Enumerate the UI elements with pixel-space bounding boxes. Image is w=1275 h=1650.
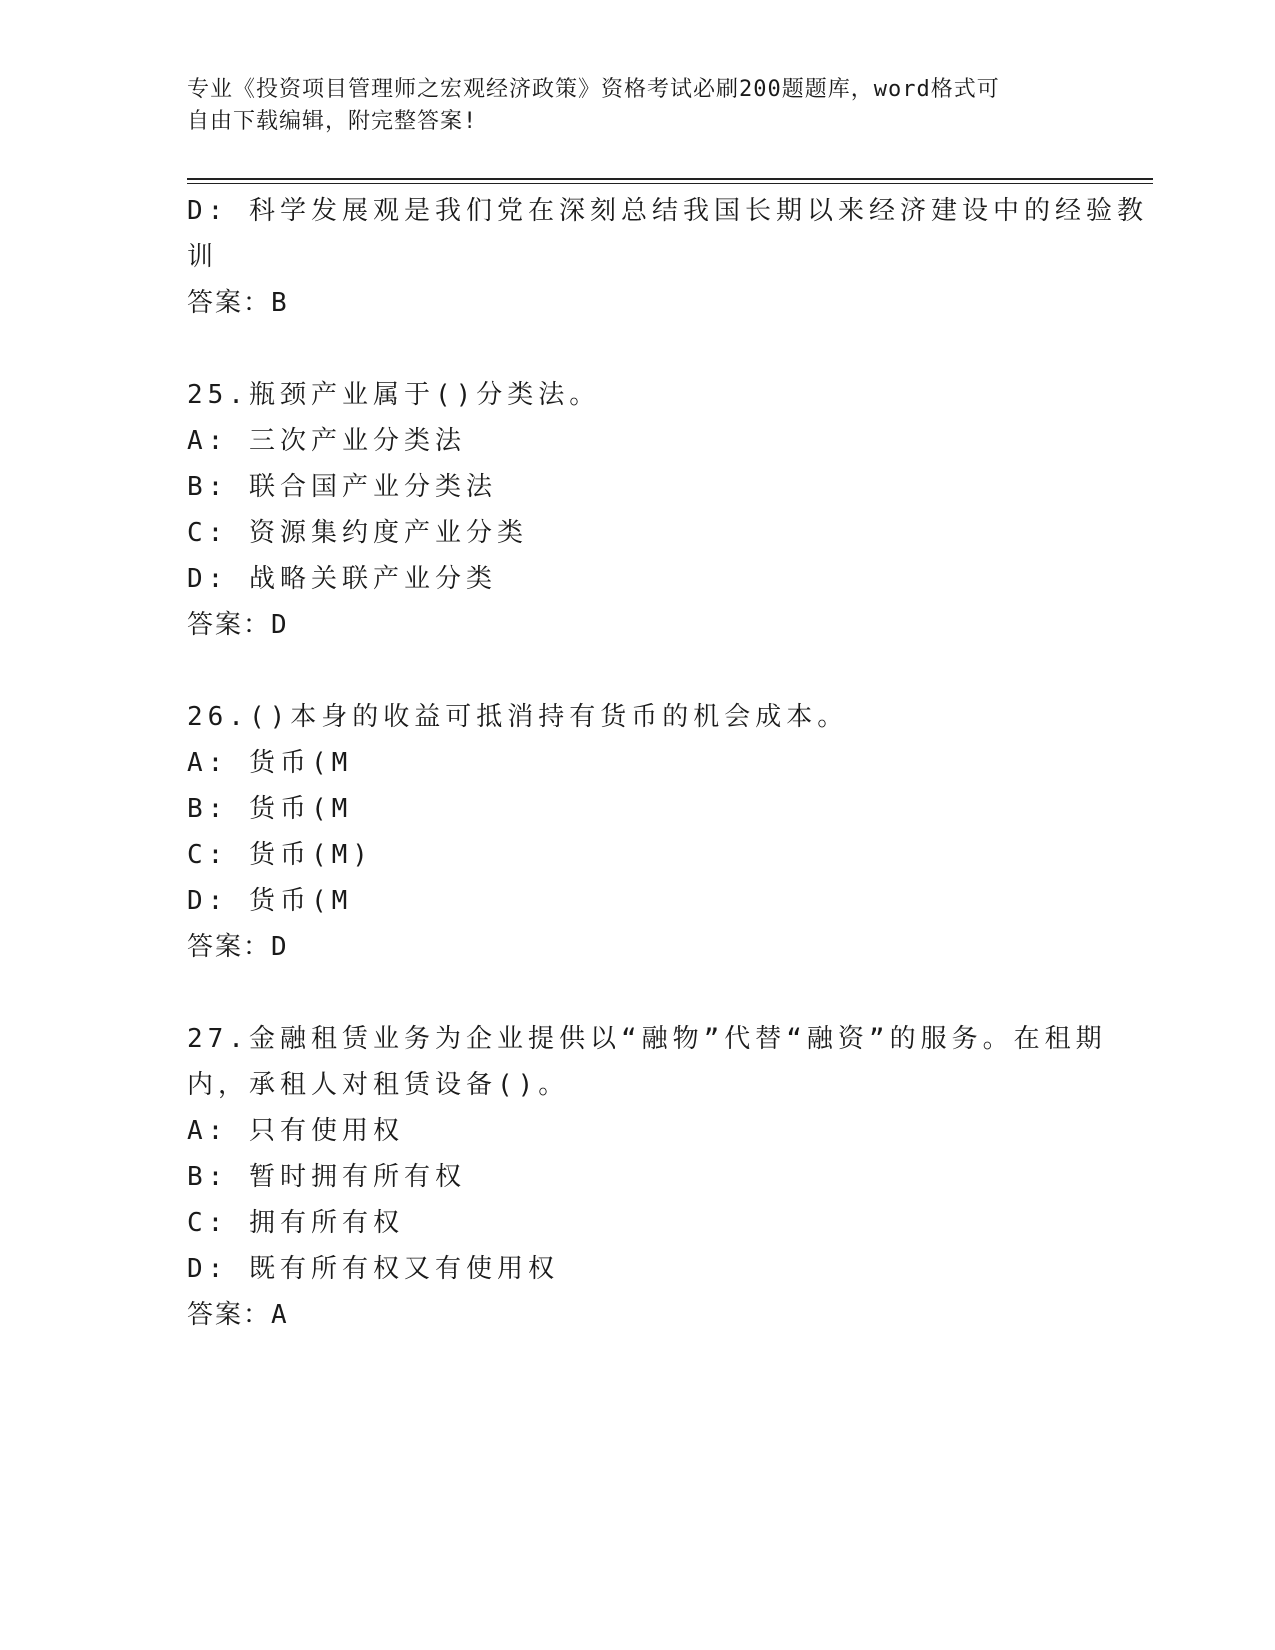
option-d: D: 战略关联产业分类 (187, 564, 497, 594)
option-a: A: 货币(M (187, 748, 353, 778)
answer: 答案：B (187, 288, 289, 318)
option-b: B: 联合国产业分类法 (187, 472, 497, 502)
answer: 答案：D (187, 932, 289, 962)
option-b: B: 货币(M (187, 794, 353, 824)
answer: 答案：A (187, 1300, 289, 1330)
option-a: A: 三次产业分类法 (187, 426, 466, 456)
previous-question-tail (187, 188, 1148, 326)
option-c: C: 货币(M) (187, 840, 373, 870)
question-stem: 25.瓶颈产业属于()分类法。 (187, 380, 601, 410)
option-c: C: 资源集约度产业分类 (187, 518, 528, 548)
question-25 (187, 372, 1087, 648)
question-26 (187, 694, 1087, 970)
option-b: B: 暂时拥有所有权 (187, 1162, 466, 1192)
question-stem: 27.金融租赁业务为企业提供以“融物”代替“融资”的服务。在租期 (187, 1024, 1107, 1054)
header-line-2: 自由下载编辑，附完整答案! (187, 109, 478, 134)
question-stem-continued: 内，承租人对租赁设备()。 (187, 1070, 570, 1100)
spacer (187, 970, 1087, 1016)
spacer (187, 648, 1087, 694)
option-d-continued: 训 (187, 242, 219, 272)
header-line-1: 专业《投资项目管理师之宏观经济政策》资格考试必刷200题题库，word格式可 (187, 77, 1000, 102)
option-d: D: 既有所有权又有使用权 (187, 1254, 559, 1284)
question-list (187, 188, 1148, 1338)
question-27 (187, 1016, 1107, 1338)
answer: 答案：D (187, 610, 289, 640)
header-divider-thin (187, 183, 1153, 184)
spacer (187, 326, 1087, 372)
option-c: C: 拥有所有权 (187, 1208, 404, 1238)
document-header (187, 74, 1087, 138)
option-d: D: 科学发展观是我们党在深刻总结我国长期以来经济建设中的经验教 (187, 196, 1148, 226)
header-divider-thick (187, 178, 1153, 180)
option-d: D: 货币(M (187, 886, 353, 916)
question-stem: 26.()本身的收益可抵消持有货币的机会成本。 (187, 702, 849, 732)
option-a: A: 只有使用权 (187, 1116, 404, 1146)
